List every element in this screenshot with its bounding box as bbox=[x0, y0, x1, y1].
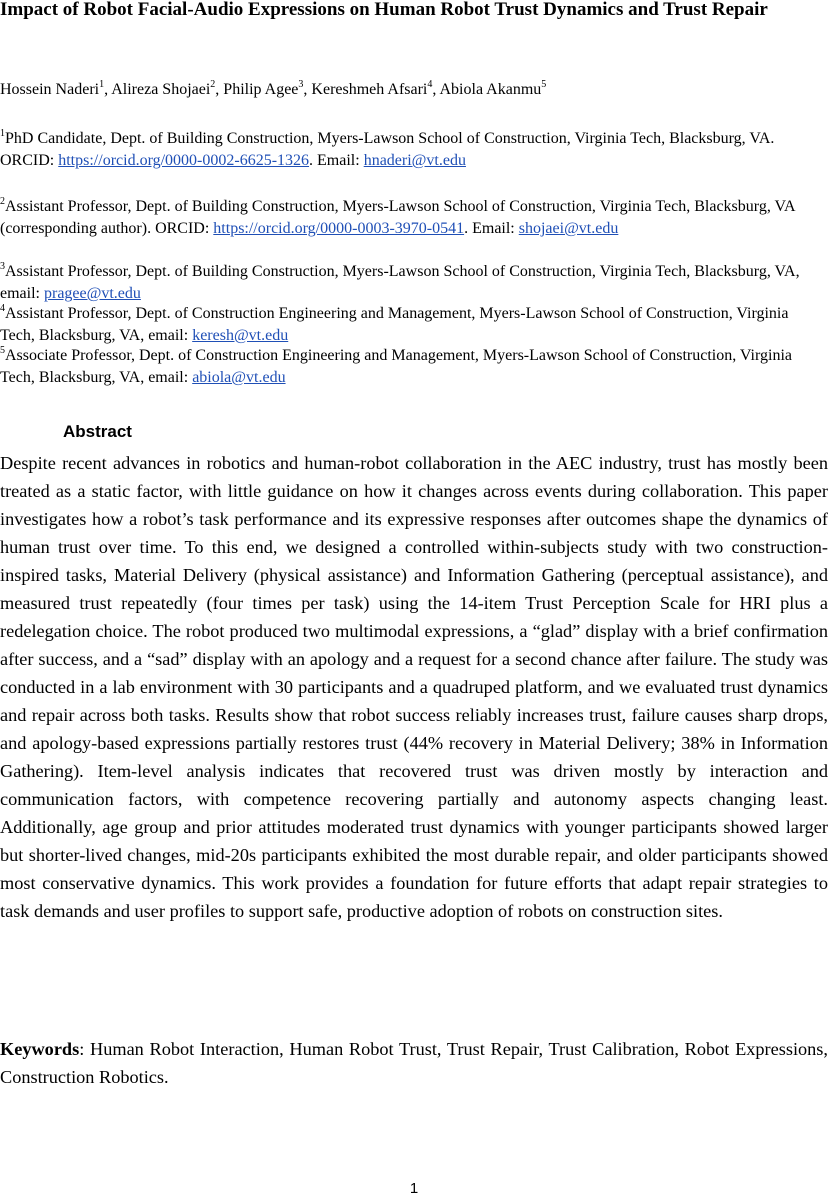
author: Abiola Akanmu$^5$ bbox=[439, 78, 547, 98]
affiliation-2: $^2$Assistant Professor, Dept. of Building Construction, Myers-Lawson School of Construction, Virginia Tech, Blacksburg, VA (corresponding author). ORCID: https://orcid.org/0000-0003-3970-0541. Email: shojaei@vt.edu bbox=[0, 195, 795, 237]
keywords-label: Keywords bbox=[0, 1039, 80, 1059]
affiliation-4: $^4$Assistant Professor, Dept. of Construction Engineering and Management, Myers-Lawson School of Construction, Virginia Tech, Blacksburg, VA, email: keresh@vt.edu bbox=[0, 302, 789, 344]
author-list bbox=[0, 78, 546, 102]
email-link[interactable]: keresh@vt.edu bbox=[192, 327, 289, 344]
abstract-body: Despite recent advances in robotics and human-robot collaboration in the AEC industry, trust has mostly been treated as a static factor, with little guidance on how it changes across events during collaboration. This paper investigates how a robot’s task performance and its expressive responses after outcomes shape the dynamics of human trust over time. To this end, we designed a controlled within-subjects study with two construction-inspired tasks, Material Delivery (physical assistance) and Information Gathering (perceptual assistance), and measured trust repeatedly (four times per task) using the 14-item Trust Perception Scale for HRI plus a redelegation choice. The robot produced two multimodal expressions, a “glad” display with a brief confirmation after success, and a “sad” display with an apology and a request for a second chance after failure. The study was conducted in a lab environment with 30 participants and a quadruped platform, and we evaluated trust dynamics and repair across both tasks. Results show that robot success reliably increases trust, failure causes sharp drops, and apology-based expressions partially restores trust (44% recovery in Material Delivery; 38% in Information Gathering). Item-level analysis indicates that recovered trust was driven mostly by interaction and communication factors, with competence recovering partially and autonomy aspects changing least. Additionally, age group and prior attitudes moderated trust dynamics with younger participants showed larger but shorter-lived changes, mid-20s participants exhibited the most durable repair, and older participants showed most conservative dynamics. This work provides a foundation for future efforts that adapt repair strategies to task demands and user profiles to support safe, productive adoption of robots on construction sites. bbox=[0, 453, 828, 921]
email-link[interactable]: hnaderi@vt.edu bbox=[363, 152, 466, 169]
orcid-link[interactable]: https://orcid.org/0000-0002-6625-1326 bbox=[58, 152, 310, 169]
author: Alireza Shojaei$^2$, bbox=[111, 78, 224, 98]
abstract-heading: Abstract bbox=[63, 422, 132, 441]
affiliation-5: $^5$Associate Professor, Dept. of Construction Engineering and Management, Myers-Lawson School of Construction, Virginia Tech, Blacksburg, VA, email: abiola@vt.edu bbox=[0, 344, 792, 386]
author: Kereshmeh Afsari$^4$, bbox=[311, 78, 440, 98]
keywords-text: : Human Robot Interaction, Human Robot Trust, Trust Repair, Trust Calibration, Robot Expressions, Construction Robotics. bbox=[0, 1039, 828, 1087]
author: Hossein Naderi$^1$, bbox=[0, 78, 112, 98]
email-link[interactable]: abiola@vt.edu bbox=[192, 369, 286, 386]
page-number: 1 bbox=[409, 1180, 419, 1197]
email-link[interactable]: shojaei@vt.edu bbox=[518, 220, 619, 237]
author: Philip Agee$^3$, bbox=[223, 78, 312, 98]
orcid-link[interactable]: https://orcid.org/0000-0003-3970-0541 bbox=[213, 220, 465, 237]
keywords bbox=[0, 1035, 828, 1091]
affiliation-3: $^3$Assistant Professor, Dept. of Building Construction, Myers-Lawson School of Construction, Virginia Tech, Blacksburg, VA, email: pragee@vt.edu bbox=[0, 260, 800, 302]
paper-title: Impact of Robot Facial-Audio Expressions on Human Robot Trust Dynamics and Trust Repair bbox=[0, 0, 768, 20]
affiliation-1: $^1$PhD Candidate, Dept. of Building Construction, Myers-Lawson School of Construction, Virginia Tech, Blacksburg, VA. ORCID: https://orcid.org/0000-0002-6625-1326. Email: hnaderi@vt.edu bbox=[0, 127, 775, 169]
email-link[interactable]: pragee@vt.edu bbox=[43, 285, 141, 302]
